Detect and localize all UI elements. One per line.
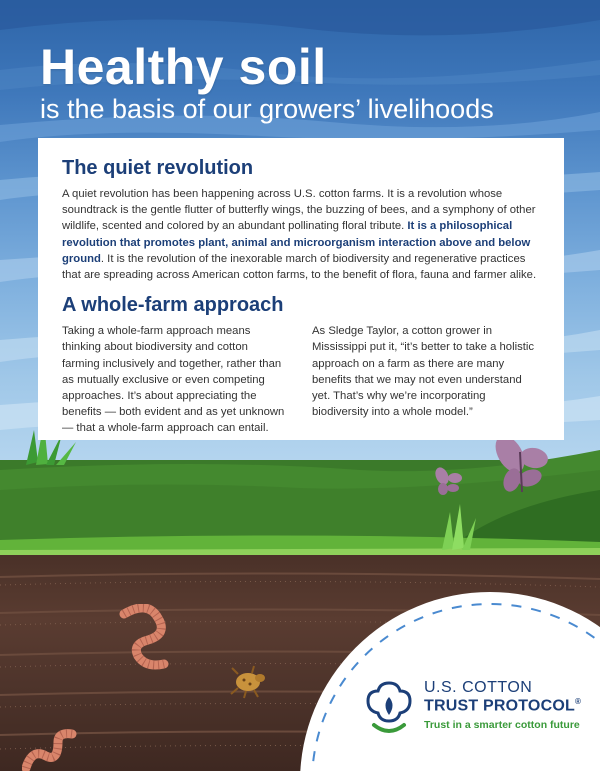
worm-icon [118, 604, 184, 674]
headline [40, 40, 494, 124]
logo-line2-text: TRUST PROTOCOL [424, 697, 575, 715]
body-highlight: It is a philosophical revolution that promotes plant, animal and microorganism interaction above and below ground [62, 220, 531, 265]
two-column-text [62, 323, 538, 436]
beetle-icon [228, 664, 270, 700]
butterfly-icon [492, 430, 552, 500]
section-body-quiet-revolution [62, 186, 538, 283]
headline-title: Healthy soil [40, 39, 327, 95]
body-intro: A quiet revolution has been happening across U.S. cotton farms. It is a revolution whose soundtrack is the gentle flutter of butterfly wings, the buzzing of bees, and a symphony of other wildlife, scented and colored by an abundant pollinating floral tribute. [62, 188, 536, 233]
body-end: . It is the revolution of the inexorable march of biodiversity and regenerative practices that are spreading across American cotton farms, to the benefit of flora, fauna and farmer alike. [62, 252, 537, 282]
logo-line2 [424, 697, 581, 715]
grass-tuft-icon [440, 500, 480, 550]
registered-mark: ® [574, 697, 582, 706]
content-card [38, 138, 564, 440]
worm-icon [22, 728, 82, 771]
logo-tagline: Trust in a smarter cotton future [424, 719, 580, 731]
headline-subtitle: is the basis of our growers’ livelihoods [40, 94, 494, 124]
logo-line1: U.S. COTTON [424, 679, 533, 696]
column-right-text: As Sledge Taylor, a cotton grower in Mississippi put it, “it’s better to take a holistic approach on a farm as there are many benefits that we may not even understand yet. That’s why we’re incorporating biodiversity into a whole model.” [312, 325, 535, 419]
butterfly-icon [433, 466, 465, 498]
column-left-text: Taking a whole-farm approach means thinking about biodiversity and cotton farming inclusively and together, rather than as mutually exclusive or even competing approaches. It’s about appreciating the benefits — both evident and as yet unknown — that a whole-farm approach can entail. [62, 325, 285, 435]
cotton-boll-logo-icon [362, 679, 416, 739]
section-heading-quiet-revolution: The quiet revolution [62, 157, 254, 179]
section-heading-whole-farm: A whole-farm approach [62, 294, 284, 317]
brand-logo [362, 675, 592, 745]
